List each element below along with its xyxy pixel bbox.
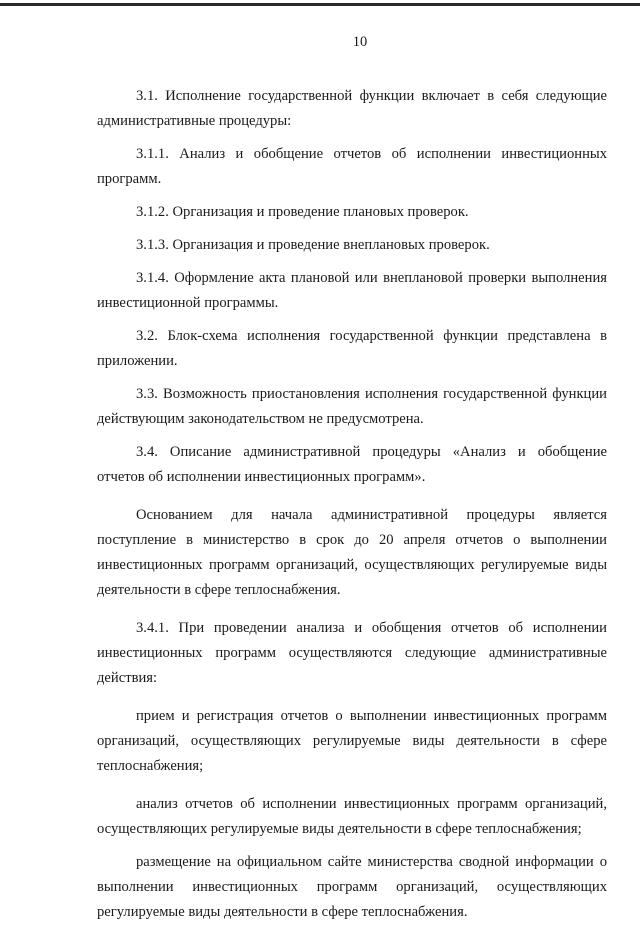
- paragraph-3-1-3: 3.1.3. Организация и проведение внеплановых проверок.: [136, 237, 490, 253]
- paragraph-3-2: 3.2. Блок-схема исполнения государственной функции представлена в приложении.: [97, 328, 607, 369]
- paragraph-basis: Основанием для начала административной процедуры является поступление в министерство в срок до 20 апреля отчетов о выполнении инвестиционных программ организаций, осуществляющих регулируемые виды деятельности в сфере теплоснабжения.: [97, 507, 607, 598]
- top-border-line: [0, 3, 640, 6]
- paragraph-3-3: 3.3. Возможность приостановления исполнения государственной функции действующим законодательством не предусмотрена.: [97, 386, 607, 427]
- paragraph-3-1-1: 3.1.1. Анализ и обобщение отчетов об исполнении инвестиционных программ.: [97, 146, 607, 187]
- paragraph-3-4-1: 3.4.1. При проведении анализа и обобщения отчетов об исполнении инвестиционных программ осуществляются следующие административные действия:: [97, 620, 607, 686]
- page-number: 10: [352, 34, 368, 50]
- paragraph-3-1-4: 3.1.4. Оформление акта плановой или внеплановой проверки выполнения инвестиционной программы.: [97, 270, 607, 311]
- paragraph-action-publication: размещение на официальном сайте министерства сводной информации о выполнении инвестиционных программ организаций, осуществляющих регулируемые виды деятельности в сфере теплоснабжения.: [97, 854, 607, 920]
- paragraph-action-reception: прием и регистрация отчетов о выполнении инвестиционных программ организаций, осуществляющих регулируемые виды деятельности в сфере теплоснабжения;: [97, 708, 607, 774]
- paragraph-3-1-2: 3.1.2. Организация и проведение плановых проверок.: [136, 204, 469, 220]
- paragraph-3-4: 3.4. Описание административной процедуры «Анализ и обобщение отчетов об исполнении инвестиционных программ».: [97, 444, 607, 485]
- paragraph-action-analysis: анализ отчетов об исполнении инвестиционных программ организаций, осуществляющих регулируемые виды деятельности в сфере теплоснабжения;: [97, 796, 607, 837]
- document-body: [97, 84, 607, 933]
- paragraph-3-1: 3.1. Исполнение государственной функции включает в себя следующие административные процедуры:: [97, 88, 607, 129]
